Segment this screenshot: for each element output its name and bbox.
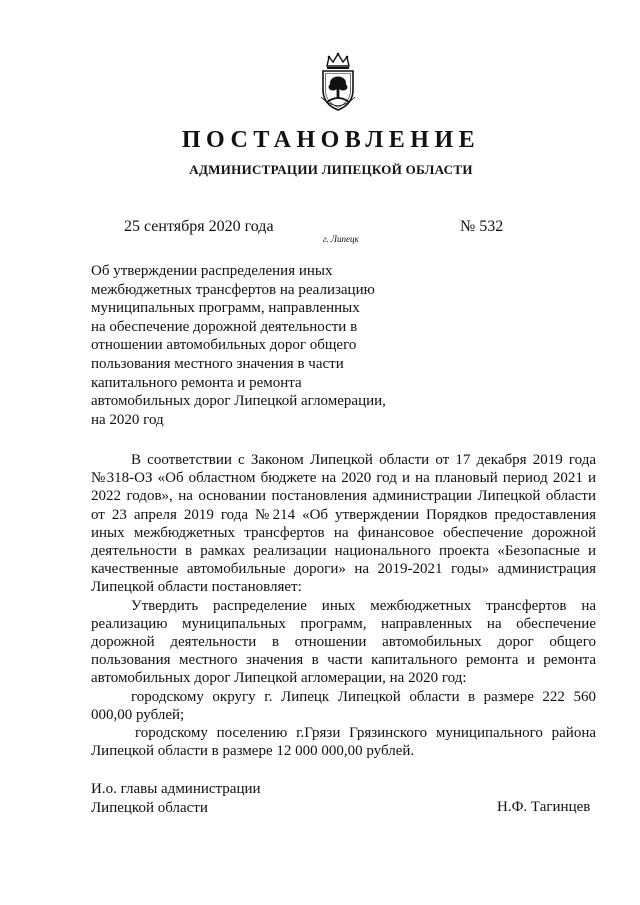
signature-position-line: Липецкой области	[91, 800, 208, 816]
subject-line: отношении автомобильных дорог общего	[91, 337, 357, 354]
document-date: 25 сентября 2020 года	[124, 218, 274, 235]
document-place: г. Липецк	[323, 234, 359, 244]
document-number: № 532	[460, 218, 504, 235]
body-paragraph-lipetsk: городскому округу г. Липецк Липецкой области в размере 222 560 000,00 рублей;	[91, 688, 596, 723]
subject-line: межбюджетных трансфертов на реализацию	[91, 281, 375, 298]
signature-position-line: И.о. главы администрации	[91, 781, 261, 797]
document-subject	[91, 262, 401, 429]
document-body	[91, 451, 596, 760]
body-paragraph-resolution: Утвердить распределение иных межбюджетных трансфертов на реализацию муниципальных программ, направленных на обеспечение дорожной деятельности в отношении автомобильных дорог общего пользования местного значения в части капитального ремонта и ремонта автомобильных дорог Липецкой агломерации, на 2020 год:	[91, 597, 596, 687]
body-paragraph-gryazi: городскому поселению г.Грязи Грязинского муниципального района Липецкой области в размере 12 000 000,00 рублей.	[91, 725, 596, 760]
subject-line: на 2020 год	[91, 411, 164, 428]
subject-line: пользования местного значения в части	[91, 355, 344, 372]
subject-line: на обеспечение дорожной деятельности в	[91, 318, 358, 335]
document-subtitle: АДМИНИСТРАЦИИ ЛИПЕЦКОЙ ОБЛАСТИ	[189, 162, 473, 177]
signature-name: Н.Ф. Тагинцев	[497, 799, 591, 815]
subject-line: Об утверждении распределения иных	[91, 263, 333, 279]
subject-line: автомобильных дорог Липецкой агломерации,	[91, 393, 386, 410]
coat-of-arms-icon	[318, 52, 358, 112]
body-paragraph-preamble: В соответствии с Законом Липецкой области от 17 декабря 2019 года №318-ОЗ «Об областном бюджете на 2020 год и на плановый период 2021 и 2022 годов», на основании постановления администрации Липецкой области от 23 апреля 2019 года №214 «Об утверждении Порядков предоставления иных межбюджетных трансфертов на финансовое обеспечение дорожной деятельности в рамках реализации национального проекта «Безопасные и качественные автомобильные дороги» на 2019-2021 годы» администрация Липецкой области постановляет:	[91, 452, 596, 596]
signature-position	[91, 780, 261, 818]
subject-line: капитального ремонта и ремонта	[91, 374, 302, 391]
document-title: ПОСТАНОВЛЕНИЕ	[181, 127, 481, 153]
subject-line: муниципальных программ, направленных	[91, 300, 360, 317]
